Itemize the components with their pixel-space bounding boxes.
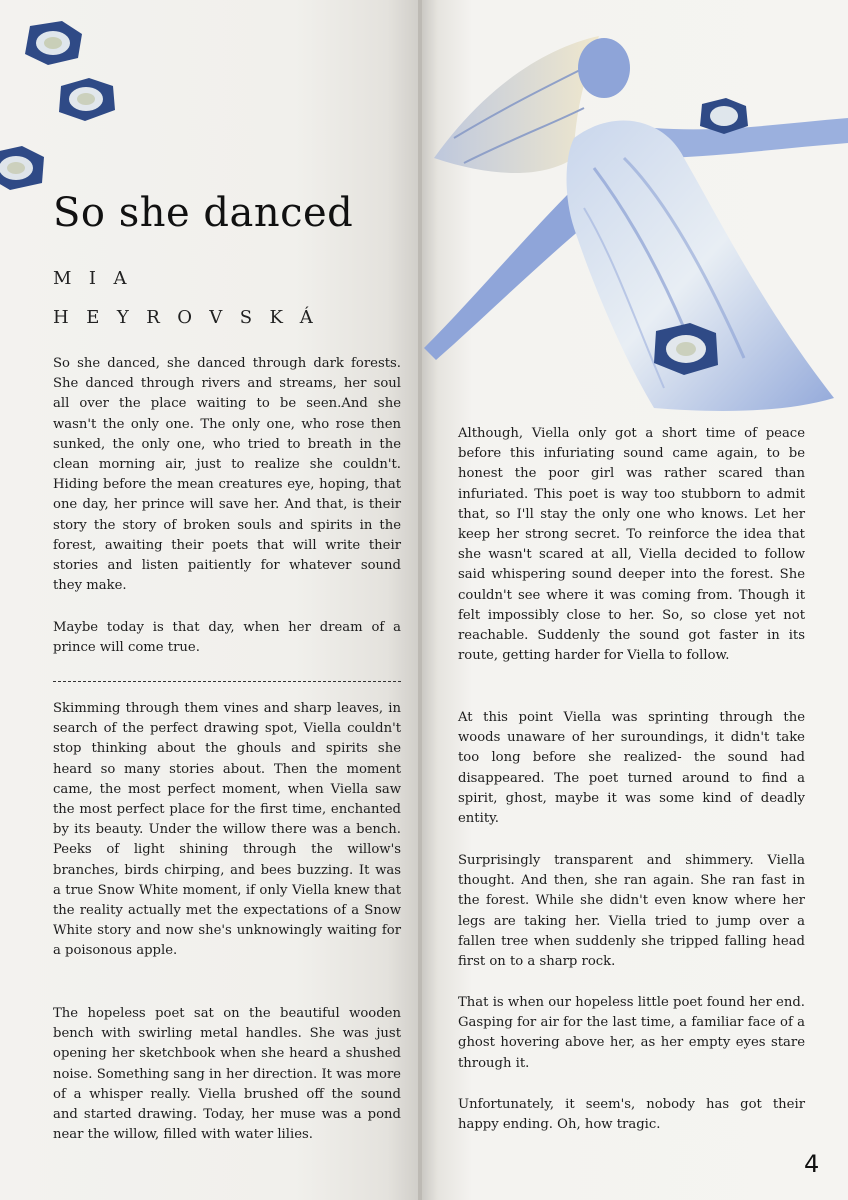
author-last-name: HEYROVSKÁ: [53, 307, 331, 328]
paragraph: The hopeless poet sat on the beautiful wooden bench with swirling metal handles. She was just opening her sketchbook when she heard a shushed noise. Something sang in her direction. It was more of a whisper really. Viella brushed off the sound and started drawing. Today, her muse was a pond near the willow, filled with water lilies.: [53, 1006, 401, 1143]
gem-decoration-icon: [55, 76, 117, 122]
story-title: So she danced: [53, 190, 354, 236]
paragraph: So she danced, she danced through dark forests. She danced through rivers and streams, her soul all over the place waiting to be seen.And she wasn't the only one. The only one, who rose then sunked, the only one, who tried to breath in the clean morning air, just to realize she couldn't. Hiding before the mean creatures eye, hoping, that one day, her prince will save her. And that, is their story the story of broken souls and spirits in the forest, awaiting their poets that will write their stories and listen paitiently for whatever sound they make.: [53, 356, 401, 594]
floating-girl-illustration: [424, 28, 848, 413]
paragraph: Unfortunately, it seem's, nobody has got their happy ending. Oh, how tragic.: [458, 1097, 805, 1133]
paragraph: That is when our hopeless little poet found her end. Gasping for air for the last time, a familiar face of a ghost hovering above her, as her empty eyes stare through it.: [458, 995, 805, 1071]
paragraph: Although, Viella only got a short time of peace before this infuriating sound came again, to be honest the poor girl was rather scared than infuriated. This poet is way too stubborn to admit that, so I'll stay the only one who knows. Let her keep her strong secret. To reinforce the idea that she wasn't scared at all, Viella decided to follow said whispering sound deeper into the forest. She couldn't see where it was coming from. Though it felt impossibly close to her. So, so close yet not reachable. Suddenly the sound got faster in its route, getting harder for Viella to follow.: [458, 426, 805, 664]
section-divider: [53, 681, 401, 682]
paragraph: Maybe today is that day, when her dream of a prince will come true.: [53, 620, 401, 656]
gem-decoration-icon: [0, 145, 48, 191]
gem-decoration-icon: [22, 20, 84, 66]
paragraph: Skimming through them vines and sharp leaves, in search of the perfect drawing spot, Viella couldn't stop thinking about the ghouls and spirits she heard so many stories about. Then the moment came, the most perfect moment, when Viella saw the most perfect place for the first time, enchanted by its beauty. Under the willow there was a bench. Peeks of light shining through the willow's branches, birds chirping, and bees buzzing. It was a true Snow White moment, if only Viella knew that the reality actually met the expectations of a Snow White story and now she's unknowingly waiting for a poisonous apple.: [53, 701, 401, 959]
paragraph: At this point Viella was sprinting through the woods unaware of her suroundings, it didn't take too long before she realized- the sound had disappeared. The poet turned around to find a spirit, ghost, maybe it was some kind of deadly entity.: [458, 710, 805, 827]
page-number: 4: [804, 1150, 820, 1178]
book-gutter: [418, 0, 422, 1200]
paragraph: Surprisingly transparent and shimmery. Viella thought. And then, she ran again. She ran fast in the forest. While she didn't even know where her legs are taking her. Viella tried to jump over a fallen tree when suddenly she tripped falling head first on to a sharp rock.: [458, 853, 805, 970]
author-first-name: MIA: [53, 268, 145, 289]
